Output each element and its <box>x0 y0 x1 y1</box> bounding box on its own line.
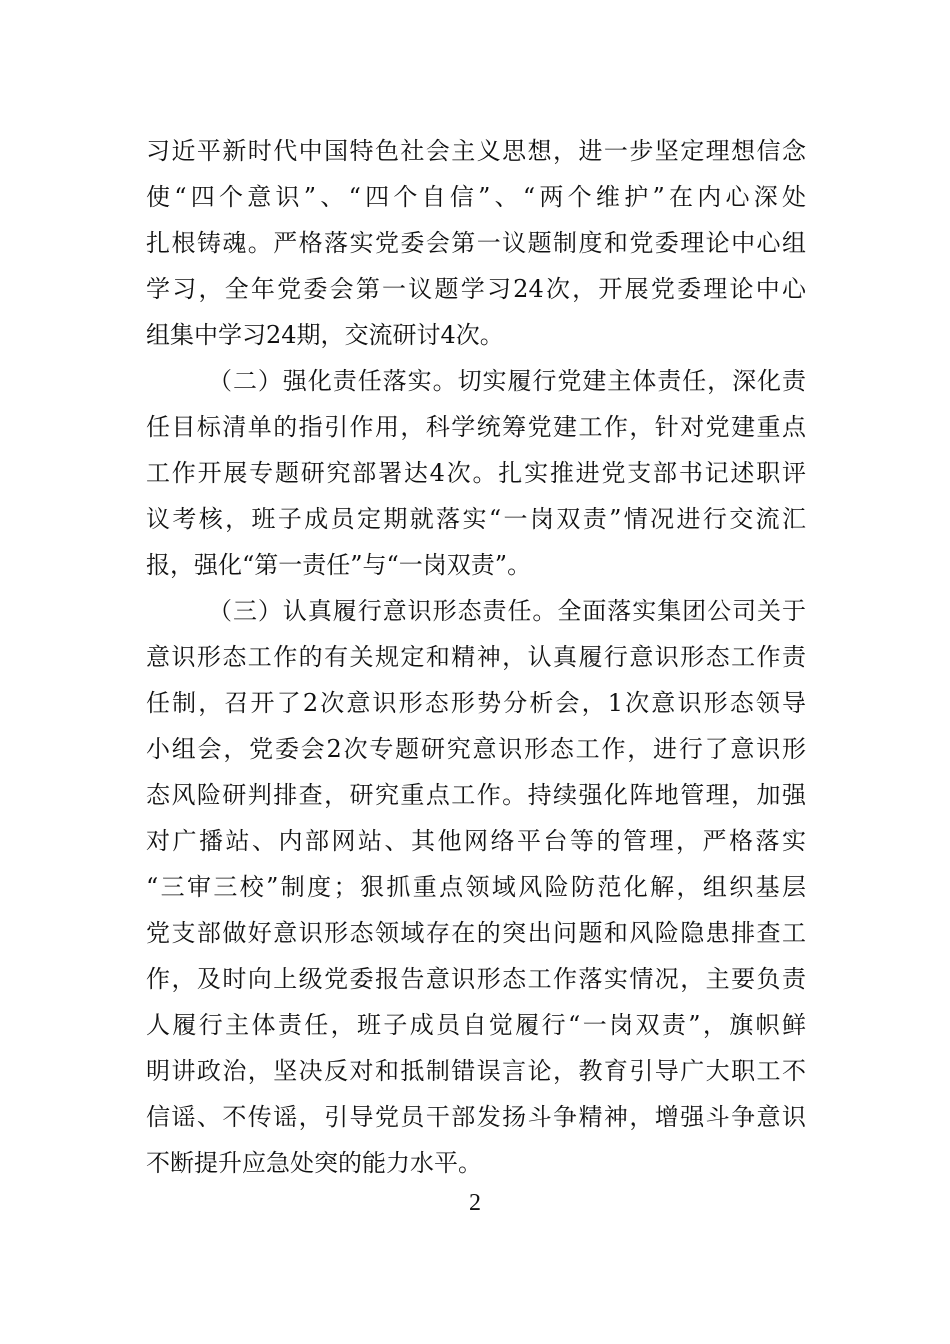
text-line: “三审三校”制度；狠抓重点领域风险防范化解，组织基层 <box>146 873 806 901</box>
text-line: 对广播站、内部网站、其他网络平台等的管理，严格落实 <box>146 827 806 855</box>
text-line: 态风险研判排查，研究重点工作。持续强化阵地管理，加强 <box>146 781 806 809</box>
text-line: 组集中学习24期，交流研讨4次。 <box>146 321 504 349</box>
text-line: 任目标清单的指引作用，科学统筹党建工作，针对党建重点 <box>146 413 806 441</box>
text-line: 作，及时向上级党委报告意识形态工作落实情况，主要负责 <box>146 965 806 993</box>
text-line: 党支部做好意识形态领域存在的突出问题和风险隐患排查工 <box>146 919 806 947</box>
text-line: 明讲政治，坚决反对和抵制错误言论，教育引导广大职工不 <box>146 1057 806 1085</box>
text-line: 意识形态工作的有关规定和精神，认真履行意识形态工作责 <box>146 643 806 671</box>
section-heading-line: （三）认真履行意识形态责任。全面落实集团公司关于 <box>208 597 806 625</box>
text-line: 议考核，班子成员定期就落实“一岗双责”情况进行交流汇 <box>146 505 806 533</box>
text-line: 习近平新时代中国特色社会主义思想，进一步坚定理想信念 <box>146 137 806 165</box>
text-line: 学习，全年党委会第一议题学习24次，开展党委理论中心 <box>146 275 806 303</box>
text-line: 扎根铸魂。严格落实党委会第一议题制度和党委理论中心组 <box>146 229 806 257</box>
text-line: 工作开展专题研究部署达4次。扎实推进党支部书记述职评 <box>146 459 806 487</box>
section-heading-line: （二）强化责任落实。切实履行党建主体责任，深化责 <box>208 367 806 395</box>
text-line: 不断提升应急处突的能力水平。 <box>146 1149 482 1177</box>
text-line: 使“四个意识”、“四个自信”、“两个维护”在内心深处 <box>146 183 806 211</box>
text-line: 信谣、不传谣，引导党员干部发扬斗争精神，增强斗争意识 <box>146 1103 806 1131</box>
text-line: 人履行主体责任，班子成员自觉履行“一岗双责”，旗帜鲜 <box>146 1011 806 1039</box>
page-number: 2 <box>469 1190 481 1216</box>
text-line: 任制，召开了2次意识形态形势分析会，1次意识形态领导 <box>146 689 806 717</box>
text-line: 报，强化“第一责任”与“一岗双责”。 <box>146 551 532 579</box>
text-line: 小组会，党委会2次专题研究意识形态工作，进行了意识形 <box>146 735 806 763</box>
